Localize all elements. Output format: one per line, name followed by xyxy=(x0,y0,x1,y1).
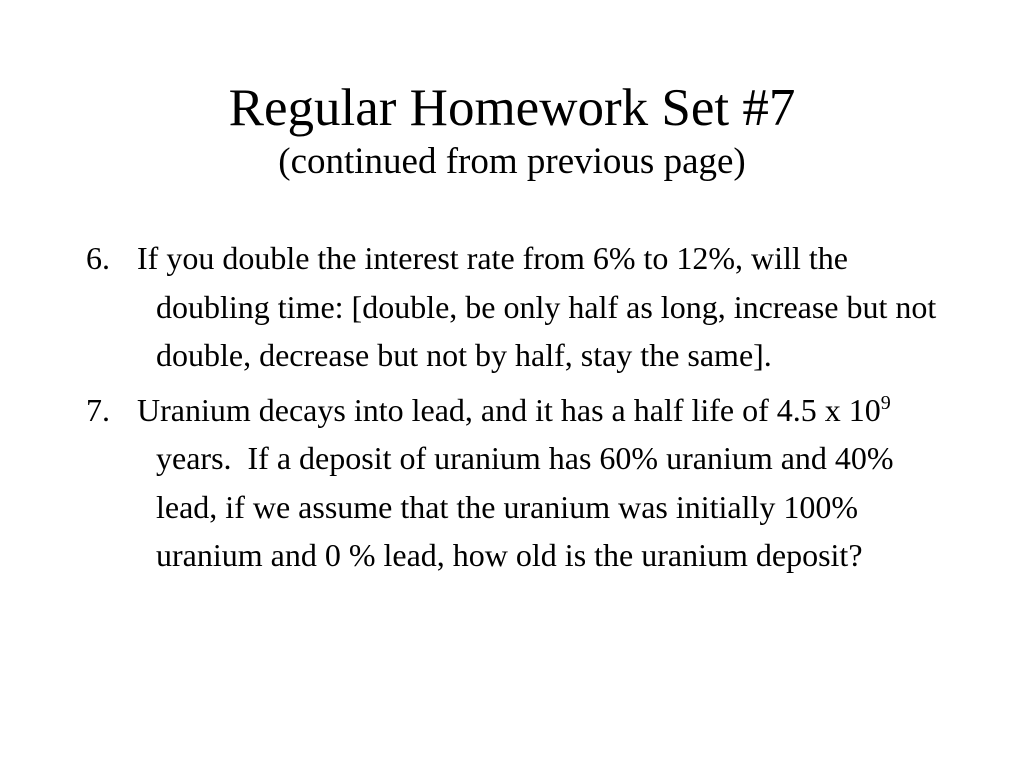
slide-title: Regular Homework Set #7 xyxy=(228,79,796,137)
question-number: 7. xyxy=(86,391,110,428)
question-text: If you double the interest rate from 6% to 12%, will the doubling time: [double, be only half as long, increase but not double, decrease but not by half, stay the same]. xyxy=(137,240,937,373)
question-text-part-1: Uranium decays into lead, and it has a half life of 4.5 x 10 xyxy=(137,391,881,428)
question-text-part-2: years. If a deposit of uranium has 60% uranium and 40% lead, if we assume that the uranium was initially 100% uranium and 0 % lead, how old is the uranium deposit? xyxy=(156,391,902,573)
slide-subtitle: (continued from previous page) xyxy=(278,141,746,182)
question-list xyxy=(86,234,956,586)
question-6 xyxy=(86,234,956,380)
exponent: 9 xyxy=(880,391,891,414)
title-block xyxy=(0,78,1024,184)
question-7 xyxy=(86,386,956,580)
question-number: 6. xyxy=(86,240,110,276)
